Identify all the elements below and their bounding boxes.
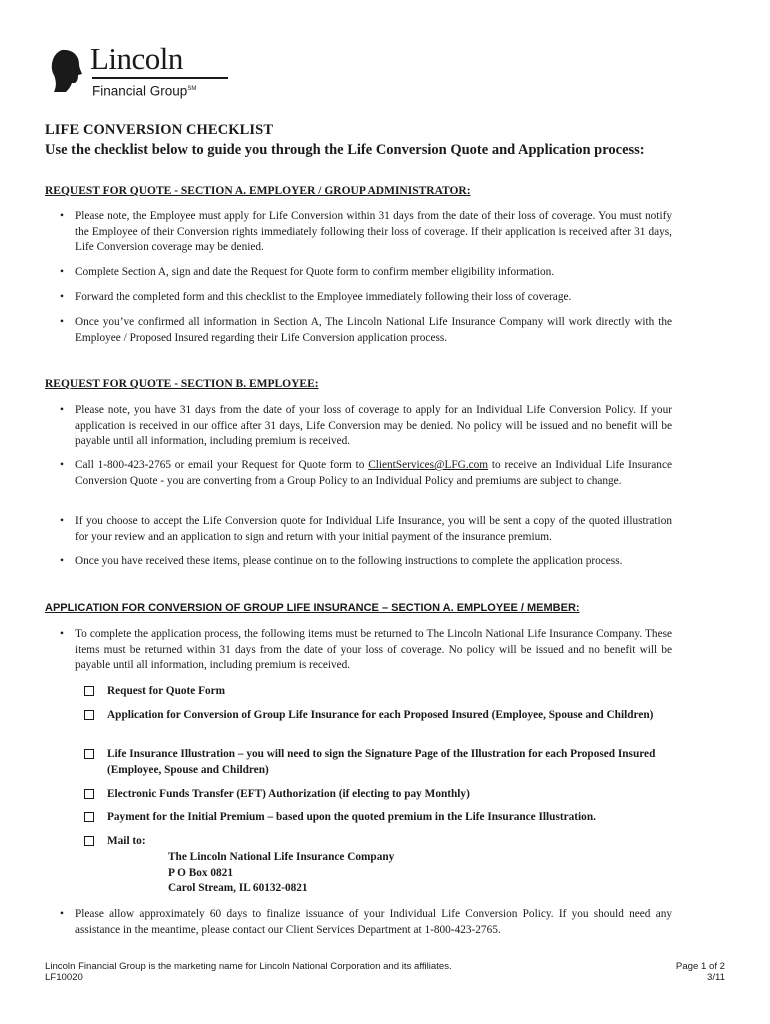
checklist-item: Request for Quote Form (84, 684, 672, 700)
section-a-bullet: • Complete Section A, sign and date the Request for Quote form to confirm member eligibility information. (60, 266, 555, 278)
checklist-item: Payment for the Initial Premium – based upon the quoted premium in the Life Insurance Illustration. (84, 810, 672, 826)
section-b-bullet: • Once you have received these items, please continue on to the following instructions to complete the application process. (60, 555, 623, 567)
footer-disclaimer: Lincoln Financial Group is the marketing name for Lincoln National Corporation and its affiliates. (45, 961, 452, 972)
address-line: The Lincoln National Life Insurance Company (168, 851, 395, 863)
application-intro-bullet: • To complete the application process, the following items must be returned to The Lincoln National Life Insurance Company. These items must be returned within 31 days from the date of your loss of coverage. No policy will be issued and no benefit will be payable until all information, including premium is received. (60, 628, 672, 671)
address-line: P O Box 0821 (168, 866, 233, 879)
footer-left (45, 961, 452, 983)
document-title: LIFE CONVERSION CHECKLIST (45, 122, 274, 138)
section-a-heading: REQUEST FOR QUOTE - SECTION A. EMPLOYER / GROUP ADMINISTRATOR: (45, 185, 471, 197)
section-b-bullet: • If you choose to accept the Life Conversion quote for Individual Life Insurance, you will be sent a copy of the quoted illustration for your review and an application to sign and return with your initial payment of the insurance premium. (60, 515, 672, 543)
checkbox[interactable] (84, 749, 94, 759)
footer-right (676, 961, 725, 983)
logo-rule (92, 77, 228, 79)
application-heading: APPLICATION FOR CONVERSION OF GROUP LIFE INSURANCE – SECTION A. EMPLOYEE / MEMBER: (45, 602, 580, 614)
section-a-bullet: • Forward the completed form and this checklist to the Employee immediately following their loss of coverage. (60, 291, 572, 303)
client-services-email-link[interactable]: ClientServices@LFG.com (368, 459, 489, 471)
section-b-bullet: • Please note, you have 31 days from the date of your loss of coverage to apply for an Individual Life Conversion Policy. If your application is received in our office after 31 days, Life Conversion may be denied. No policy will be issued and no benefit will be payable until all information, including premium is received. (60, 404, 672, 447)
page-number: Page 1 of 2 (675, 961, 725, 972)
section-a-bullet: • Please note, the Employee must apply for Life Conversion within 31 days from the date of their loss of coverage. You must notify the Employee of their Conversion rights immediately following their loss of coverage. If their application is received after 31 days, Life Conversion coverage may be denied. (60, 210, 672, 253)
revision-date: 3/11 (707, 972, 725, 983)
checkbox[interactable] (84, 710, 94, 720)
lincoln-portrait-icon (42, 44, 88, 92)
section-b-bullet: • Call 1-800-423-2765 or email your Request for Quote form to ClientServices@LFG.com to receive an Individual Life Insurance Conversion Quote - you are converting from a Group Policy to an Individual Policy and premiums are subject to change. (60, 459, 672, 487)
mailing-address (168, 850, 394, 897)
checklist-item: Mail to: (84, 834, 672, 850)
checkbox[interactable] (84, 789, 94, 799)
section-b-heading: REQUEST FOR QUOTE - SECTION B. EMPLOYEE: (45, 378, 319, 390)
section-a-bullet: • Once you’ve confirmed all information in Section A, The Lincoln National Life Insurance Company will work directly with the Employee / Proposed Insured regarding their Life Conversion application process. (60, 316, 672, 344)
application-closing-bullet: • Please allow approximately 60 days to finalize issuance of your Individual Life Conversion Policy. If you should need any assistance in the meantime, please contact our Client Services Department at 1-800-423-2765. (60, 908, 672, 936)
checkbox[interactable] (84, 836, 94, 846)
service-mark: SM (187, 86, 197, 92)
form-number: LF10020 (45, 972, 83, 983)
address-line: Carol Stream, IL 60132-0821 (168, 882, 308, 894)
checklist-item: Life Insurance Illustration – you will need to sign the Signature Page of the Illustration for each Proposed Insured (Employee, Spouse and Children) (84, 747, 672, 778)
checklist-item: Application for Conversion of Group Life Insurance for each Proposed Insured (Employee, Spouse and Children) (84, 708, 672, 724)
logo-brand-text: Lincoln (90, 41, 183, 76)
logo-subtitle: Financial Group℠ (92, 83, 197, 99)
lincoln-logo (42, 42, 212, 102)
checkbox[interactable] (84, 812, 94, 822)
document-subtitle: Use the checklist below to guide you through the Life Conversion Quote and Application process: (45, 142, 645, 158)
checkbox[interactable] (84, 686, 94, 696)
checklist-item: Electronic Funds Transfer (EFT) Authorization (if electing to pay Monthly) (84, 787, 672, 803)
